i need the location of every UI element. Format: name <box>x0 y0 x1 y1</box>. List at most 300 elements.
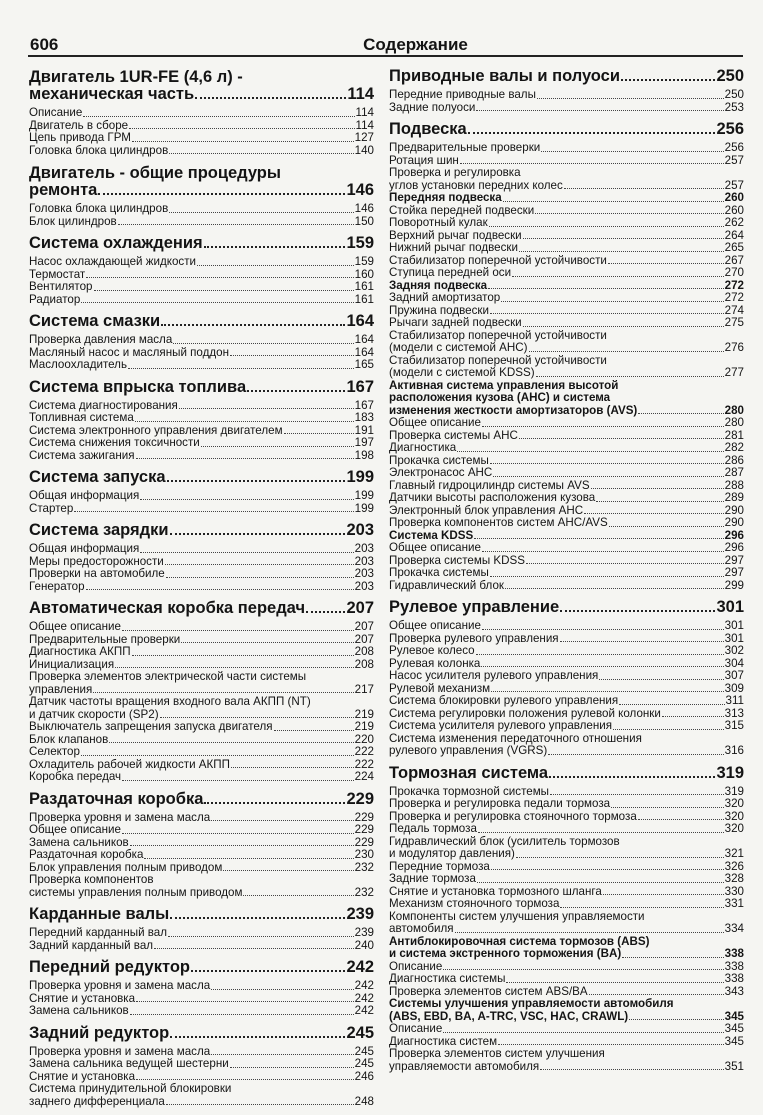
toc-section <box>389 68 744 114</box>
page-number-ref: 114 <box>347 85 374 103</box>
page-number-ref: 114 <box>355 118 374 132</box>
toc-entry <box>389 442 744 455</box>
page-number-ref: 222 <box>354 757 374 771</box>
entry-text: (ABS, EBD, BA, A-TRC, VSC, HAC, CRAWL) <box>389 1009 629 1023</box>
dot-leader <box>130 845 354 846</box>
toc-section <box>29 791 374 900</box>
toc-entry-line: Проверка и регулировка <box>389 166 521 179</box>
page-number-ref: 250 <box>716 67 744 85</box>
toc-entry <box>29 927 374 940</box>
page-number-ref: 290 <box>724 503 744 517</box>
toc-entry <box>29 437 374 450</box>
page-number-ref: 309 <box>724 681 744 695</box>
entry-text: Задний амортизатор <box>389 291 501 304</box>
entry-text: Задние полуоси <box>389 100 476 114</box>
section-title-line: Двигатель 1UR-FE (4,6 л) - <box>29 68 243 86</box>
toc-entry <box>389 417 744 430</box>
dot-leader <box>135 421 354 422</box>
dot-leader <box>169 153 353 154</box>
page-number-ref: 140 <box>354 143 374 157</box>
dot-leader <box>223 870 353 871</box>
dot-leader <box>550 794 724 795</box>
subsection-title <box>389 948 744 961</box>
dot-leader <box>231 767 354 768</box>
dot-leader <box>460 163 724 164</box>
toc-column-left <box>29 68 374 1115</box>
dot-leader <box>211 989 354 990</box>
page-number-ref: 245 <box>354 1057 374 1070</box>
page-number-ref: 167 <box>346 377 374 396</box>
page-number-ref: 242 <box>354 979 374 992</box>
section-title <box>389 599 744 616</box>
page-number-ref: 320 <box>724 809 744 823</box>
entry-text: Система электронного управления двигателем <box>29 423 283 437</box>
dot-leader <box>169 212 353 213</box>
dot-leader <box>503 201 724 202</box>
entry-text: Рулевая колонка <box>389 656 481 670</box>
toc-section <box>29 164 374 228</box>
entry-text: Проверка и регулировка педали тормоза <box>389 797 611 810</box>
entry-text: Топливная система <box>29 411 134 424</box>
page-number-ref: 199 <box>346 468 374 486</box>
entry-text: ремонта <box>29 181 98 199</box>
toc-entry <box>29 294 374 307</box>
page-number-ref: 256 <box>716 120 744 138</box>
entry-text: Общее описание <box>389 416 481 429</box>
page-number-ref: 289 <box>724 491 744 504</box>
section-title <box>29 1025 374 1042</box>
page-number-ref: 232 <box>354 860 374 874</box>
toc-entry <box>389 567 744 580</box>
page-number-ref: 260 <box>724 191 744 204</box>
toc-entry <box>29 887 374 900</box>
dot-leader <box>560 641 724 642</box>
page-number-ref: 229 <box>354 823 374 836</box>
entry-text: Верхний рычаг подвески <box>389 228 522 242</box>
entry-text: Автоматическая коробка передач <box>29 599 306 617</box>
page-number-ref: 248 <box>354 1094 374 1108</box>
page-number-ref: 280 <box>724 416 744 429</box>
entry-text: Система усилителя рулевого управления <box>389 719 613 732</box>
page-number-ref: 267 <box>724 253 744 267</box>
entry-text: Описание <box>29 106 83 119</box>
dot-leader <box>481 666 723 667</box>
dot-leader <box>128 368 354 369</box>
toc-entry <box>29 621 374 634</box>
dot-leader <box>140 552 353 553</box>
entry-text: Гидравлический блок <box>389 578 504 592</box>
dot-leader <box>122 630 354 631</box>
toc-entry <box>29 734 374 747</box>
page-number-ref: 208 <box>354 645 374 658</box>
dot-leader <box>195 97 346 99</box>
entry-text: Система блокировки рулевого управления <box>389 694 619 707</box>
toc-entry <box>389 217 744 230</box>
dot-leader <box>443 1032 723 1033</box>
section-title <box>389 68 744 85</box>
toc-entry <box>29 824 374 837</box>
entry-text: Насос охлаждающей жидкости <box>29 255 196 268</box>
dot-leader <box>93 692 353 693</box>
entry-text: Задняя подвеска <box>389 278 488 292</box>
toc-entry <box>389 745 744 758</box>
section-title <box>29 379 374 396</box>
entry-text: Передние приводные валы <box>389 88 536 101</box>
dot-leader <box>491 691 724 692</box>
toc-entry-line: Проверка элементов электрической части системы <box>29 670 307 683</box>
page-number-ref: 320 <box>724 797 744 810</box>
page-number-ref: 351 <box>724 1059 744 1073</box>
dot-leader <box>526 563 724 564</box>
dot-leader <box>611 807 724 808</box>
page-number-ref: 338 <box>724 947 744 960</box>
dot-leader <box>211 1054 354 1055</box>
entry-text: Проверка уровня и замена масла <box>29 1044 211 1058</box>
dot-leader <box>564 188 724 189</box>
entry-text: Электронный блок управления АНС <box>389 503 584 517</box>
page-number-ref: 274 <box>724 303 744 317</box>
entry-text: Блок управления полным приводом <box>29 860 223 874</box>
page-number-ref: 240 <box>354 938 374 952</box>
entry-text: Прокачка системы <box>389 453 489 467</box>
entry-text: Меры предосторожности <box>29 554 164 568</box>
page-number-ref: 264 <box>724 228 744 242</box>
dot-leader <box>247 390 345 392</box>
toc-entry <box>29 1058 374 1071</box>
toc-entry <box>389 620 744 633</box>
toc-entry <box>389 848 744 861</box>
dot-leader <box>537 98 724 99</box>
entry-text: Передние тормоза <box>389 859 490 873</box>
page-number-ref: 296 <box>724 528 744 542</box>
toc-entry <box>29 746 374 759</box>
dot-leader <box>136 458 354 459</box>
entry-text: Масляный насос и масляный поддон <box>29 345 229 359</box>
dot-leader <box>170 917 345 919</box>
dot-leader <box>638 819 724 820</box>
entry-text: Генератор <box>29 579 85 593</box>
dot-leader <box>541 151 723 152</box>
entry-text: системы управления полным приводом <box>29 885 243 899</box>
dot-leader <box>201 446 354 447</box>
entry-text: Описание <box>389 959 443 973</box>
toc-entry <box>389 580 744 593</box>
page-number-ref: 164 <box>346 312 374 330</box>
page-number-ref: 302 <box>724 644 744 657</box>
toc-section <box>389 121 744 592</box>
entry-text: Пружина подвески <box>389 303 489 317</box>
dot-leader <box>490 313 724 314</box>
toc-entry <box>389 798 744 811</box>
dot-leader <box>540 1069 724 1070</box>
toc-entry <box>29 216 374 229</box>
section-title <box>389 765 744 782</box>
dot-leader <box>493 476 723 477</box>
entry-text: Рулевое колесо <box>389 644 475 657</box>
dot-leader <box>490 576 724 577</box>
dot-leader <box>136 1001 354 1002</box>
page-number-ref: 270 <box>724 266 744 279</box>
section-title <box>29 791 374 808</box>
dot-leader <box>166 1104 354 1105</box>
dot-leader <box>144 858 353 859</box>
entry-text: Система запуска <box>29 468 166 486</box>
dot-leader <box>548 754 723 755</box>
dot-leader <box>608 263 724 264</box>
toc-entry <box>389 292 744 305</box>
toc-entry-line: Проверка компонентов <box>29 873 154 886</box>
entry-text: Снятие и установка тормозного шланга <box>389 884 602 898</box>
page-number-ref: 260 <box>724 203 744 217</box>
page-number-ref: 334 <box>724 922 744 935</box>
entry-text: Ротация шин <box>389 153 459 167</box>
entry-text: Рычаги задней подвески <box>389 316 522 329</box>
entry-text: и модулятор давления) <box>389 847 515 860</box>
dot-leader <box>519 438 724 439</box>
dot-leader <box>621 79 715 81</box>
page-number-ref: 256 <box>724 141 744 154</box>
page-number-ref: 208 <box>354 657 374 671</box>
toc-column-right <box>389 68 744 1080</box>
page-number-ref: 219 <box>354 720 374 733</box>
dot-leader <box>122 833 354 834</box>
dot-leader <box>168 936 354 937</box>
entry-text: Головка блока цилиндров <box>29 202 169 215</box>
toc-entry <box>29 771 374 784</box>
entry-text: изменения жесткости амортизаторов (AVS) <box>389 403 638 417</box>
dot-leader <box>491 869 724 870</box>
dot-leader <box>170 533 346 535</box>
toc-entry <box>389 898 744 911</box>
page-number-ref: 330 <box>724 884 744 898</box>
dot-leader <box>98 193 345 195</box>
entry-text: Предварительные проверки <box>389 141 541 154</box>
entry-text: Прокачка тормозной системы <box>389 784 550 798</box>
entry-text: механическая часть <box>29 85 195 103</box>
dot-leader <box>490 463 724 464</box>
page-number: 606 <box>30 35 59 54</box>
entry-text: Инициализация <box>29 657 115 671</box>
section-title <box>29 469 374 486</box>
entry-text: углов установки передних колес <box>389 178 563 192</box>
entry-text: Раздаточная коробка <box>29 789 204 808</box>
page-number-ref: 229 <box>346 789 374 808</box>
entry-text: и система экстренного торможения (BA) <box>389 947 622 960</box>
dot-leader <box>622 957 723 958</box>
section-title <box>29 313 374 330</box>
entry-text: Проверка уровня и замена масла <box>29 979 211 992</box>
toc-section <box>29 959 374 1018</box>
dot-leader <box>589 994 724 995</box>
entry-text: Насос усилителя рулевого управления <box>389 669 599 682</box>
page-number-ref: 242 <box>354 1004 374 1017</box>
toc-entry-line: Датчик частоты вращения входного вала АКПП (NT) <box>29 695 311 708</box>
toc-entry <box>389 467 744 480</box>
dot-leader <box>560 610 715 612</box>
subsection-title-line: Системы улучшения управляемости автомобиля <box>389 997 674 1010</box>
toc-entry <box>29 646 374 659</box>
entry-text: Тормозная система <box>389 763 549 782</box>
entry-text: Диагностика систем <box>389 1034 498 1048</box>
toc-entry <box>389 367 744 380</box>
toc-entry-line: Система принудительной блокировки <box>29 1082 232 1095</box>
page-number-ref: 199 <box>354 489 374 502</box>
toc-entry <box>389 670 744 683</box>
dot-leader <box>115 667 353 668</box>
entry-text: Проверка давления масла <box>29 333 173 346</box>
page-number-ref: 199 <box>354 501 374 515</box>
page-number-ref: 242 <box>354 991 374 1005</box>
entry-text: заднего дифференциала <box>29 1094 165 1108</box>
page-number-ref: 282 <box>724 441 744 454</box>
entry-text: Общая информация <box>29 489 140 502</box>
page-number-ref: 328 <box>724 872 744 885</box>
page-number-ref: 257 <box>724 178 744 192</box>
toc-entry <box>29 132 374 145</box>
page-number-ref: 207 <box>354 620 374 633</box>
entry-text: Система зарядки <box>29 521 169 539</box>
toc-entry-line: Компоненты систем улучшения управляемости <box>389 909 645 923</box>
toc-entry <box>29 568 374 581</box>
dot-leader <box>455 932 724 933</box>
entry-text: Стартер <box>29 501 74 515</box>
entry-text: Проверка рулевого управления <box>389 631 559 645</box>
dot-leader <box>523 326 724 327</box>
toc-section <box>29 379 374 463</box>
toc-entry <box>29 940 374 953</box>
subsection-title <box>389 192 744 205</box>
entry-text: Поворотный кулак <box>389 216 488 229</box>
page-number-ref: 127 <box>354 131 374 144</box>
page-number-ref: 114 <box>355 106 374 119</box>
page-header <box>28 33 743 57</box>
entry-text: Проверка и регулировка стояночного тормоза <box>389 809 637 823</box>
page-number-ref: 276 <box>724 341 744 354</box>
toc-entry <box>389 342 744 355</box>
entry-text: Проверка элементов систем ABS/BA <box>389 984 588 998</box>
page-number-ref: 207 <box>354 632 374 646</box>
toc-entry <box>389 923 744 936</box>
page-number-ref: 299 <box>724 578 744 592</box>
page-number-ref: 331 <box>724 897 744 910</box>
page-number-ref: 277 <box>724 366 744 379</box>
page-number-ref: 224 <box>354 770 374 783</box>
dot-leader <box>74 511 353 512</box>
dot-leader <box>529 351 724 352</box>
dot-leader <box>122 780 354 781</box>
page-number-ref: 198 <box>354 448 374 462</box>
entry-text: Передний редуктор <box>29 958 190 976</box>
subsection-title-line: расположения кузова (АНС) и система <box>389 391 611 404</box>
dot-leader <box>549 776 715 778</box>
page-number-ref: 301 <box>724 631 744 645</box>
dot-leader <box>596 501 723 502</box>
toc-section <box>29 600 374 784</box>
dot-leader <box>603 894 724 895</box>
entry-text: Радиатор <box>29 292 81 306</box>
toc-entry <box>389 242 744 255</box>
toc-entry <box>29 980 374 993</box>
dot-leader <box>477 882 724 883</box>
section-title <box>29 522 374 539</box>
dot-leader <box>629 1019 723 1020</box>
toc-entry <box>389 695 744 708</box>
page-number-ref: 150 <box>354 214 374 228</box>
toc-entry <box>389 102 744 115</box>
toc-entry <box>29 543 374 556</box>
dot-leader <box>584 513 724 514</box>
page-number-ref: 315 <box>724 719 744 732</box>
page-number-ref: 230 <box>354 848 374 861</box>
entry-text: Раздаточная коробка <box>29 848 144 861</box>
toc-entry <box>389 645 744 658</box>
dot-leader <box>284 433 354 434</box>
page-number-ref: 220 <box>354 732 374 746</box>
toc-entry <box>29 412 374 425</box>
page-number-ref: 301 <box>724 619 744 632</box>
page-number-ref: 313 <box>724 706 744 720</box>
toc-entry <box>29 1096 374 1109</box>
entry-text: Проверка компонентов систем АНС/AVS <box>389 516 608 529</box>
toc-entry <box>389 720 744 733</box>
toc-section <box>29 522 374 593</box>
page-number-ref: 161 <box>354 280 374 293</box>
dot-leader <box>505 588 724 589</box>
page-number-ref: 161 <box>354 292 374 306</box>
dot-leader <box>523 238 724 239</box>
toc-section <box>29 313 374 372</box>
entry-text: управляемости автомобиля <box>389 1059 540 1073</box>
entry-text: управления <box>29 682 93 696</box>
toc-entry <box>389 517 744 530</box>
entry-text: Головка блока цилиндров <box>29 143 169 157</box>
dot-leader <box>118 224 354 225</box>
dot-leader <box>501 301 723 302</box>
section-title <box>29 182 374 199</box>
entry-text: Общее описание <box>29 823 121 836</box>
dot-leader <box>161 324 345 326</box>
entry-text: Стабилизатор поперечной устойчивости <box>389 253 607 267</box>
entry-text: Приводные валы и полуоси <box>389 67 620 85</box>
dot-leader <box>204 246 346 248</box>
entry-text: Цепь привода ГРМ <box>29 131 131 144</box>
page-number-ref: 345 <box>724 1009 744 1023</box>
page-number-ref: 164 <box>354 345 374 359</box>
dot-leader <box>535 213 723 214</box>
entry-text: Замена сальников <box>29 1004 129 1017</box>
dot-leader <box>476 654 724 655</box>
entry-text: Ступица передней оси <box>389 266 512 279</box>
toc-entry <box>29 107 374 120</box>
page-number-ref: 191 <box>354 423 374 437</box>
entry-text: Механизм стояночного тормоза <box>389 897 560 910</box>
dot-leader <box>211 820 354 821</box>
dot-leader <box>498 1044 724 1045</box>
toc-entry-line: Проверка элементов систем улучшения <box>389 1047 605 1060</box>
toc-entry <box>389 142 744 155</box>
section-title <box>29 600 374 617</box>
dot-leader <box>482 426 724 427</box>
entry-text: (модели с системой АНС) <box>389 341 528 354</box>
entry-text: Педаль тормоза <box>389 822 477 835</box>
subsection-title <box>389 1011 744 1024</box>
page-number-ref: 250 <box>724 88 744 101</box>
toc-entry <box>29 490 374 503</box>
entry-text: Диагностика системы <box>389 972 506 985</box>
entry-text: Проверка уровня и замена масла <box>29 810 211 824</box>
entry-text: Диагностика АКПП <box>29 645 131 658</box>
entry-text: Система KDSS <box>389 528 474 542</box>
